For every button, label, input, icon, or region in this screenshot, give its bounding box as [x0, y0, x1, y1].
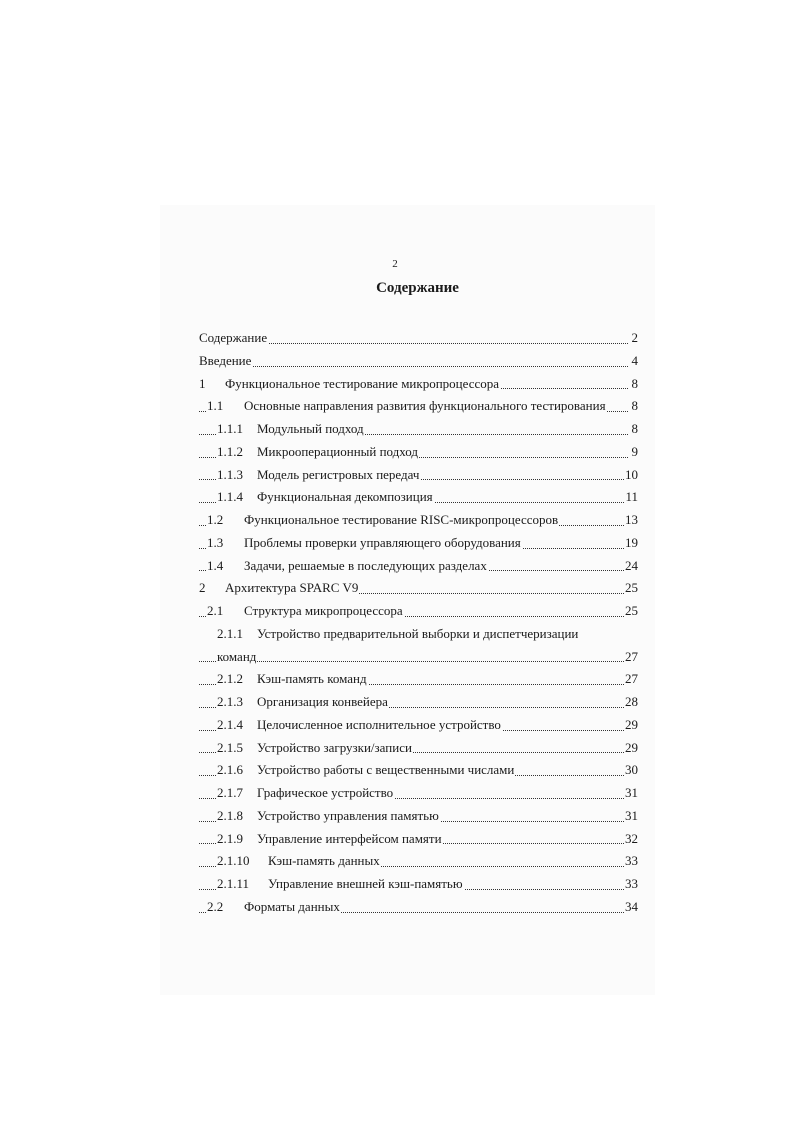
- toc-entry[interactable]: [199, 555, 638, 578]
- toc-entry-number: 2.1.9: [217, 830, 243, 846]
- dot-leader: [199, 661, 628, 662]
- toc-entry-number: 2.1.10: [217, 853, 250, 869]
- toc-entry[interactable]: [199, 873, 638, 896]
- toc-entry[interactable]: [199, 896, 638, 919]
- toc-entry-title: Устройство работы с вещественными числами: [257, 762, 515, 778]
- dot-leader: [199, 366, 628, 367]
- toc-entry-title: Проблемы проверки управляющего оборудования: [244, 534, 521, 550]
- toc-entry-page: 28: [624, 691, 638, 714]
- toc-entry-number: 2.1.1: [217, 625, 243, 641]
- toc-entry[interactable]: [199, 828, 638, 851]
- toc-entry-continuation[interactable]: [199, 646, 638, 669]
- toc-entry[interactable]: [199, 350, 638, 373]
- toc-entry-page: 2: [631, 327, 639, 350]
- toc-entry[interactable]: [199, 418, 638, 441]
- toc-entry[interactable]: [199, 782, 638, 805]
- toc-entry-page: 9: [631, 441, 639, 464]
- toc-entry-number: 2: [199, 580, 206, 596]
- toc-entry-number: 1.1.3: [217, 466, 243, 482]
- toc-entry-page: 8: [631, 395, 639, 418]
- toc-entry[interactable]: [199, 486, 638, 509]
- toc-entry-number: 1.2: [207, 512, 224, 527]
- toc-entry-page: 25: [624, 600, 638, 623]
- toc-entry-title: Функциональная декомпозиция: [257, 489, 433, 505]
- toc-entry-number: 2.1.3: [217, 694, 243, 709]
- toc-entry-page: 33: [624, 850, 638, 873]
- toc-entry-page: 8: [631, 373, 639, 396]
- toc-entry-page: 4: [631, 350, 639, 373]
- toc-entry[interactable]: [199, 668, 638, 691]
- toc-entry-title: Форматы данных: [244, 898, 340, 914]
- toc-entry-title: Кэш-память данных: [268, 853, 380, 869]
- toc-entry[interactable]: [199, 532, 638, 555]
- toc-entry-page: 32: [624, 828, 638, 851]
- toc-entry-number: 2.2: [207, 898, 224, 914]
- toc-entry-title: Задачи, решаемые в последующих разделах: [244, 557, 487, 573]
- toc-entry-page: 19: [624, 532, 638, 555]
- toc-entry-title: Организация конвейера: [257, 694, 388, 709]
- toc-entry[interactable]: [199, 623, 638, 646]
- toc-entry-number: 1.1: [207, 398, 224, 414]
- toc-entry-number: 2.1.11: [217, 876, 250, 891]
- toc-entry-page: 31: [624, 805, 638, 828]
- toc-entry-title: Содержание: [199, 330, 268, 345]
- toc-entry-page: 27: [624, 668, 638, 691]
- toc-entry-number: 2.1.5: [217, 739, 243, 755]
- toc-entry-number: 1.1.4: [217, 489, 243, 505]
- toc-entry-page: 27: [624, 646, 638, 669]
- toc-entry-number: 2.1.7: [217, 785, 243, 800]
- toc-entry-title: Управление интерфейсом памяти: [257, 830, 442, 846]
- toc-entry[interactable]: [199, 464, 638, 487]
- toc-entry-title: Модульный подход: [257, 421, 364, 436]
- toc-entry-title: Целочисленное исполнительное устройство: [257, 716, 501, 732]
- toc-entry-title: Устройство предварительной выборки и диспетчеризации: [257, 625, 579, 641]
- toc-entry[interactable]: [199, 577, 638, 600]
- toc-entry-page: 30: [624, 759, 638, 782]
- toc-entry-number: 1.1.2: [217, 443, 243, 459]
- toc-entry-title: Кэш-память команд: [257, 671, 367, 687]
- toc-entry-title: Графическое устройство: [257, 785, 394, 800]
- toc-entry-title: Модель регистровых передач: [257, 466, 420, 482]
- toc-entry[interactable]: [199, 759, 638, 782]
- toc-entry-number: 2.1.6: [217, 762, 243, 778]
- toc-entry-page: 11: [624, 486, 638, 509]
- toc-entry-number: 1: [199, 375, 206, 391]
- toc-entry-page: 24: [624, 555, 638, 578]
- toc-entry-number: 1.4: [207, 557, 224, 573]
- toc-entry-title: Структура микропроцессора: [244, 603, 403, 618]
- toc-entry[interactable]: [199, 805, 638, 828]
- toc-entry-number: 1.1.1: [217, 421, 243, 436]
- toc-entry-title: Функциональное тестирование микропроцессора: [225, 375, 500, 391]
- toc-entry-page: 25: [624, 577, 638, 600]
- toc-entry-title: Управление внешней кэш-памятью: [268, 876, 463, 891]
- toc-entry[interactable]: [199, 373, 638, 396]
- toc-entry-page: 29: [624, 737, 638, 760]
- toc-entry-page: 29: [624, 714, 638, 737]
- toc-entry-title: Основные направления развития функционального тестирования: [244, 398, 606, 414]
- toc-entry-number: 1.3: [207, 534, 224, 550]
- toc-entry-page: 10: [624, 464, 638, 487]
- toc-entry-title: Архитектура SPARC V9: [225, 580, 359, 596]
- toc-entry-title: Функциональное тестирование RISC-микропроцессоров: [244, 512, 559, 527]
- toc-entry[interactable]: [199, 691, 638, 714]
- toc-entry-title: Устройство управления памятью: [257, 807, 439, 823]
- toc-entry[interactable]: [199, 850, 638, 873]
- toc-entry-page: 31: [624, 782, 638, 805]
- toc-entry[interactable]: [199, 327, 638, 350]
- toc-entry-number: 2.1.4: [217, 716, 243, 732]
- toc-entry[interactable]: [199, 714, 638, 737]
- toc-entry[interactable]: [199, 509, 638, 532]
- toc-entry-title: Микрооперационный подход: [257, 443, 419, 459]
- toc-entry[interactable]: [199, 441, 638, 464]
- page-title: Содержание: [376, 280, 459, 296]
- toc-entry[interactable]: [199, 395, 638, 418]
- toc-entry[interactable]: [199, 737, 638, 760]
- toc-entry-number: 2.1.8: [217, 807, 243, 823]
- table-of-contents: [199, 327, 638, 919]
- page-number: 2: [392, 258, 398, 270]
- toc-entry-page: 33: [624, 873, 638, 896]
- toc-entry-page: 8: [631, 418, 639, 441]
- toc-entry-title: Введение: [199, 352, 252, 368]
- toc-entry-title: команд: [217, 648, 257, 664]
- toc-entry-page: 34: [624, 896, 638, 919]
- toc-entry-number: 2.1.2: [217, 671, 243, 687]
- toc-entry-page: 13: [624, 509, 638, 532]
- toc-entry-title: Устройство загрузки/записи: [257, 739, 412, 755]
- toc-entry[interactable]: [199, 600, 638, 623]
- toc-entry-number: 2.1: [207, 603, 224, 618]
